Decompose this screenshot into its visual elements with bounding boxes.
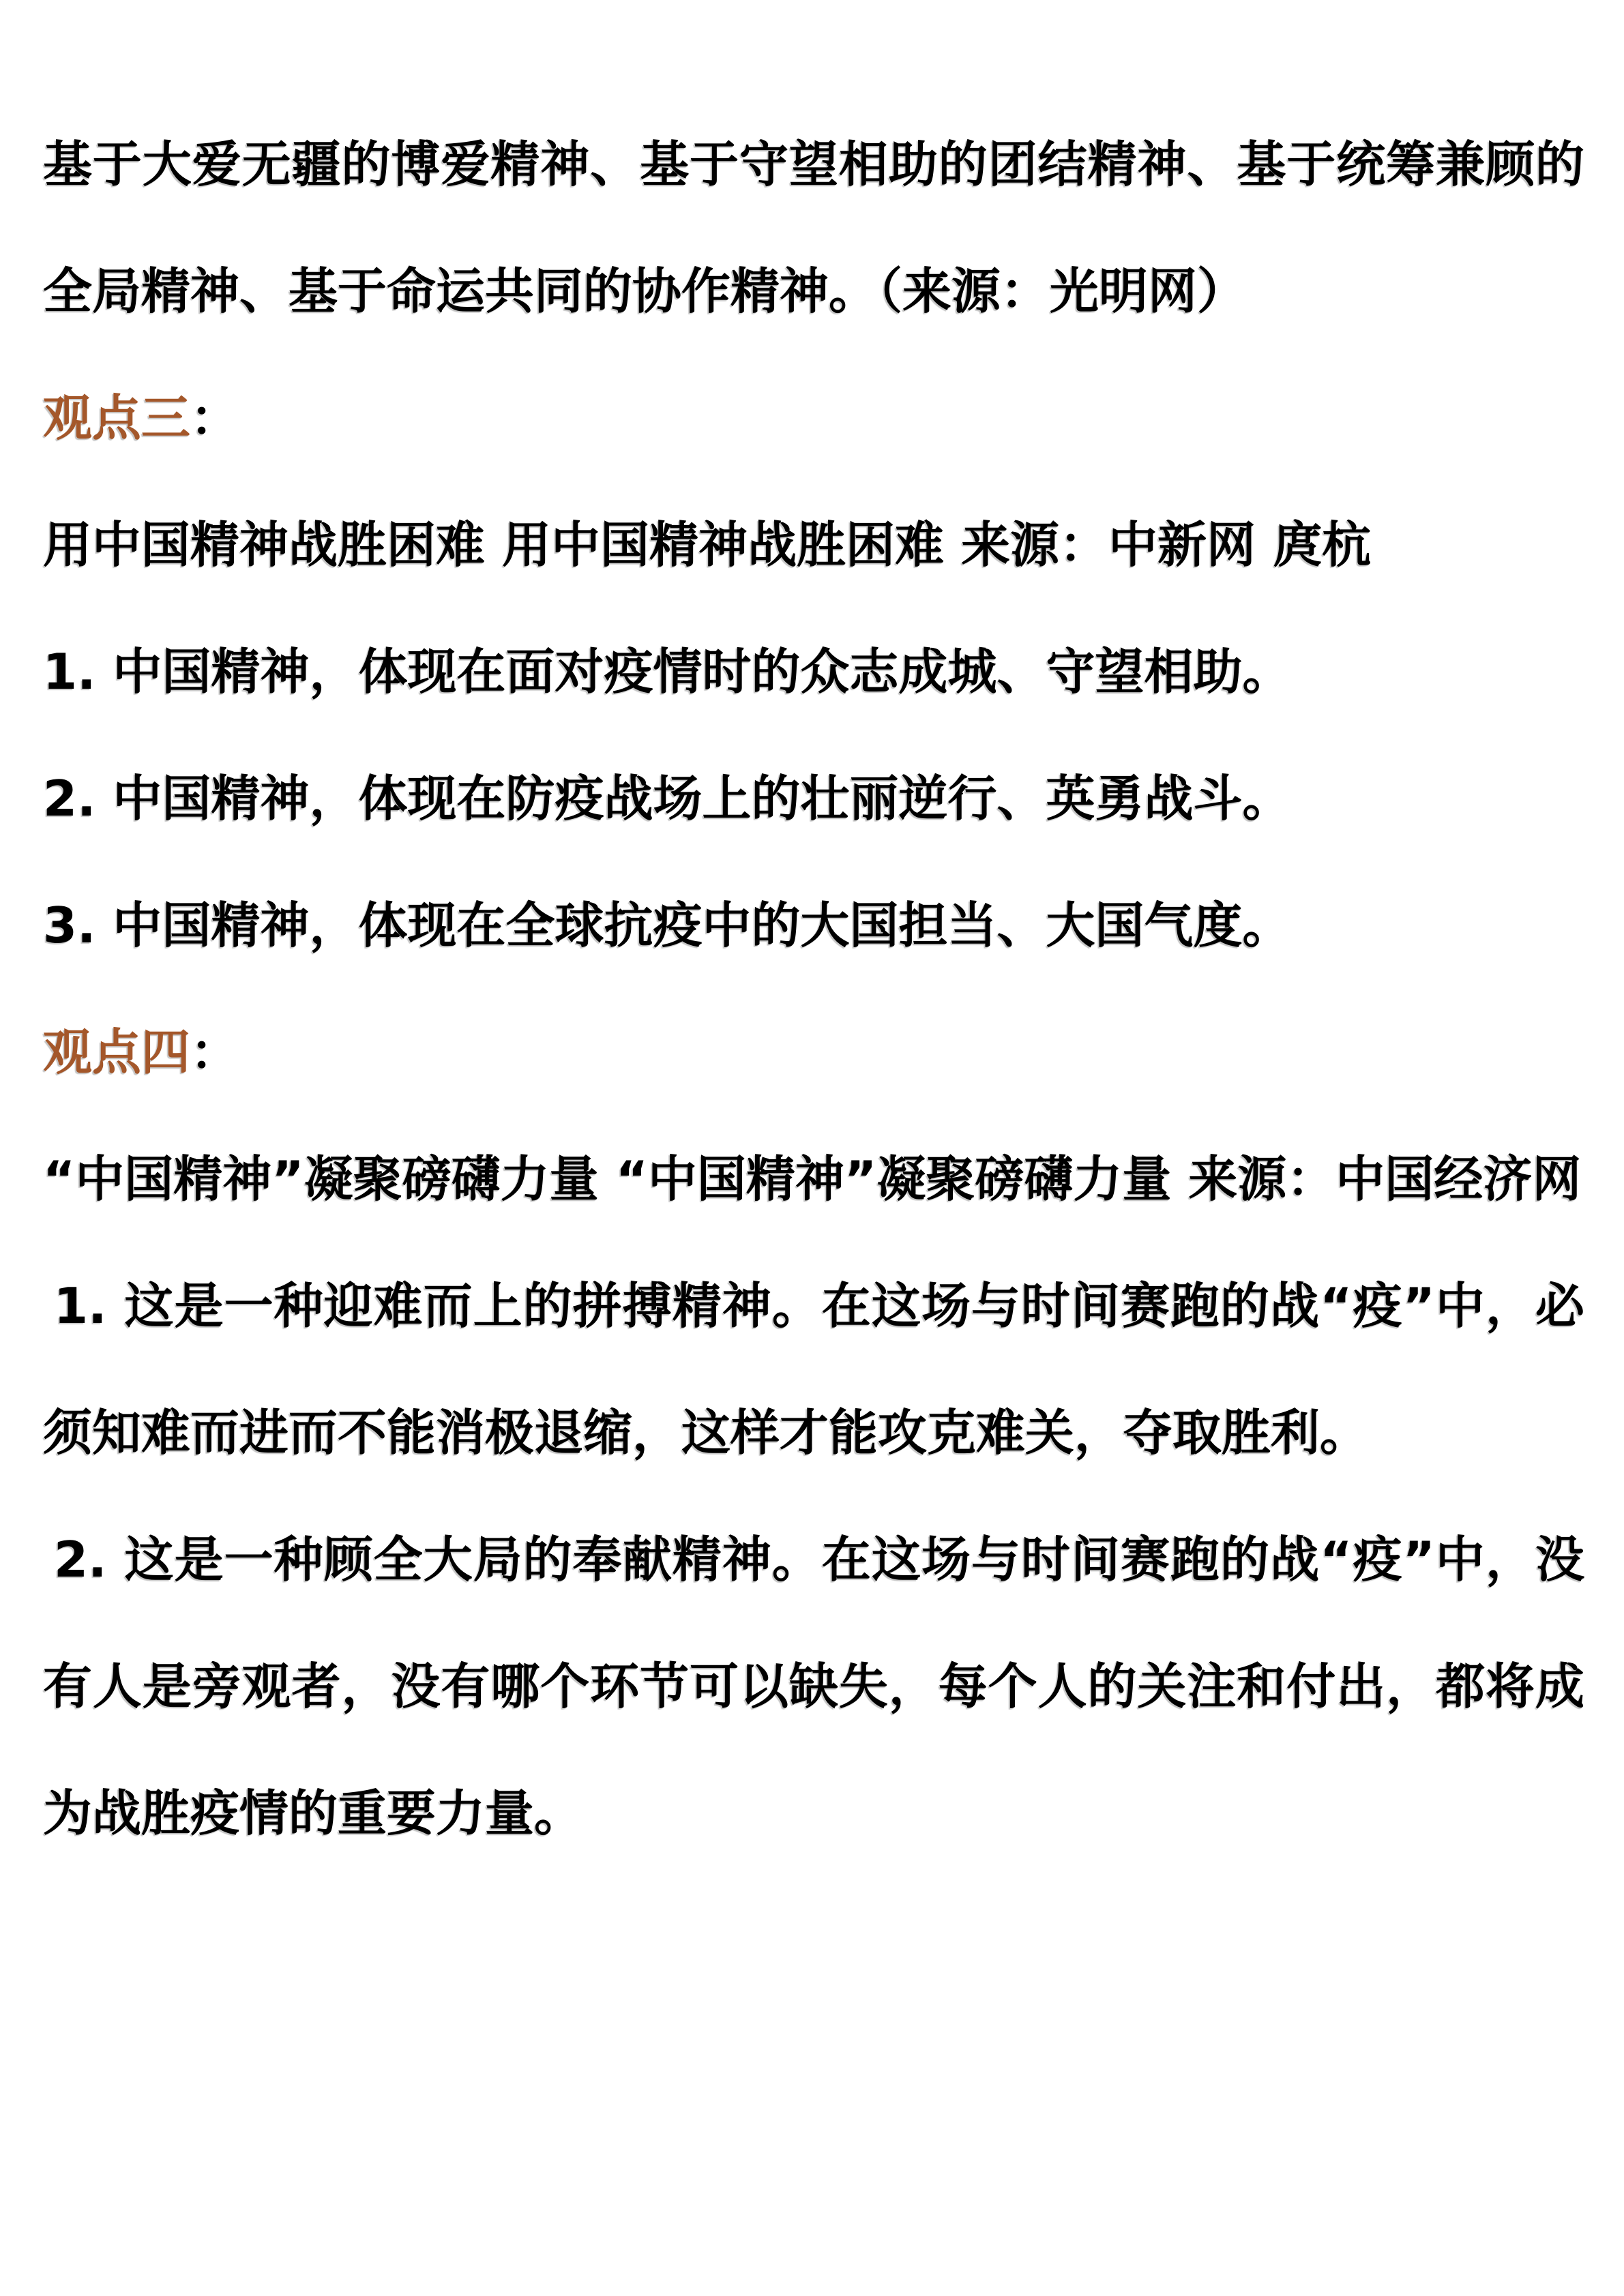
list-item-2: 2. 中国精神，体现在防疫战场上的壮丽逆行、英勇战斗。: [43, 770, 1292, 827]
paragraph-overcome-title: 用中国精神战胜困难 用中国精神战胜困难 来源：中新网 庹杭: [43, 516, 1372, 573]
heading-viewpoint-4-colon: ：: [190, 1024, 240, 1081]
document-body: [43, 101, 1584, 1877]
paragraph-dedication-spirit: 2. 这是一种顾全大局的奉献精神。在这场与时间赛跑的战“疫”中，没有人是旁观者，没有哪个环节可以缺失，每个人的关注和付出，都将成为战胜疫情的重要力量。: [43, 1531, 1584, 1842]
list-item-1: 1. 中国精神，体现在面对疫情时的众志成城、守望相助。: [43, 643, 1292, 700]
heading-viewpoint-4: [43, 989, 1584, 1116]
list-item-3: 3. 中国精神，体现在全球抗疫中的大国担当、大国气度。: [43, 897, 1292, 954]
heading-viewpoint-4-label: 观点四: [43, 1024, 191, 1081]
paragraph-striving-spirit: 1. 这是一种迎难而上的拼搏精神。在这场与时间赛跑的战“疫”中，必须知难而进而不能消极退缩，这样才能攻克难关，夺取胜利。: [43, 1277, 1584, 1461]
paragraph-cohesion-title: “中国精神”凝聚磅礴力量 “中国精神”凝聚磅礴力量 来源：中国经济网: [43, 1150, 1582, 1208]
paragraph-love-spirit: 基于大爱无疆的博爱精神、基于守望相助的团结精神、基于统筹兼顾的全局精神、基于命运共同的协作精神。（来源：光明网）: [43, 136, 1584, 320]
heading-viewpoint-3-colon: ：: [190, 389, 240, 447]
heading-viewpoint-3: [43, 355, 1584, 481]
heading-viewpoint-3-label: 观点三: [43, 389, 191, 447]
